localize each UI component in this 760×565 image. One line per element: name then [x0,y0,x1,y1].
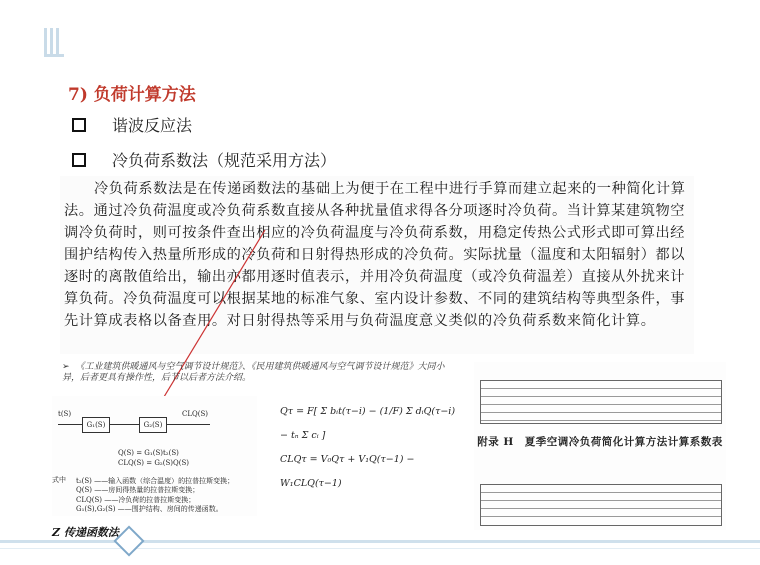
coefficient-table-bottom [480,484,722,526]
diagram-equations [118,448,189,468]
paragraph-text: 冷负荷系数法是在传递函数法的基础上为便于在工程中进行手算而建立起来的一种简化计算法。通过冷负荷温度或冷负荷系数直接从各种扰量值求得各分项逐时冷负荷。当计算某建筑物空调冷负荷时，则可按条件查出相应的冷负荷温度与冷负荷系数，用稳定传热公式形式即可算出经围护结构传入热量所形成的冷负荷和日射得热形成的冷负荷。实际扰量（温度和太阳辐射）都以逐时的离散值给出，输出亦都用逐时值表示，并用冷负荷温度（或冷负荷温差）直接从外扰来计算负荷。冷负荷温度可以根据某地的标准气象、室内设计参数、不同的建筑结构等典型条件，事先计算成表格以备查用。对日射得热等采用与负荷温度意义类似的冷负荷系数来简化计算。 [64,181,686,329]
arrow-bullet-icon: ➢ [62,362,70,372]
footer-line-thin [0,548,760,549]
transfer-function-diagram [52,396,257,516]
diagram-legend [52,476,257,515]
legend-line: G₁(S),G₂(S) ——围护结构、房间的传递函数。 [76,505,223,513]
reference-note [62,362,452,384]
formula-block [280,400,456,489]
reference-text: 《工业建筑供暖通风与空气调节设计规范》、《民用建筑供暖通风与空气调节设计规范》大同小异，后者更具有操作性，后节以后者方法介绍。 [62,362,445,383]
bullet-text: 冷负荷系数法（规范采用方法） [112,151,337,170]
formula-line-1: Qτ = F[ Σ bᵢt(τ−i) − (1/F) Σ dᵢQ(τ−i) − tₙ Σ cᵢ ] [280,406,456,441]
appendix-title: 附录 H 夏季空调冷负荷简化计算方法计算系数表 [477,436,723,448]
block-g2: G₂(S) [139,417,167,433]
appendix-tables [474,362,726,530]
formula-line-2: CLQτ = V₀Qτ + V₁Q(τ−1) − W₁CLQ(τ−1) [280,454,415,489]
diagram-input: t(S) [58,410,72,418]
legend-line: Q(S) ——房间得热量的拉普拉斯变换； [76,486,200,494]
legend-line: t₂(S) ——输入函数（综合温度）的拉普拉斯变换； [76,476,235,485]
coefficient-table-top [480,380,722,424]
transfer-function-label: Z 传递函数法 [52,526,119,539]
block-g1: G₁(S) [82,417,110,433]
bullet-text: 谐波反应法 [112,116,193,135]
equation-2: CLQ(S) = G₂(S)Q(S) [118,459,189,467]
legend-prefix: 式中 [52,476,66,484]
legend-line: CLQ(S) ——冷负荷的拉普拉斯变换； [76,495,196,504]
diagram-output: CLQ(S) [182,410,209,418]
equation-1: Q(S) = G₁(S)t₂(S) [118,449,179,457]
slide-title: 7) 负荷计算方法 [68,85,196,105]
